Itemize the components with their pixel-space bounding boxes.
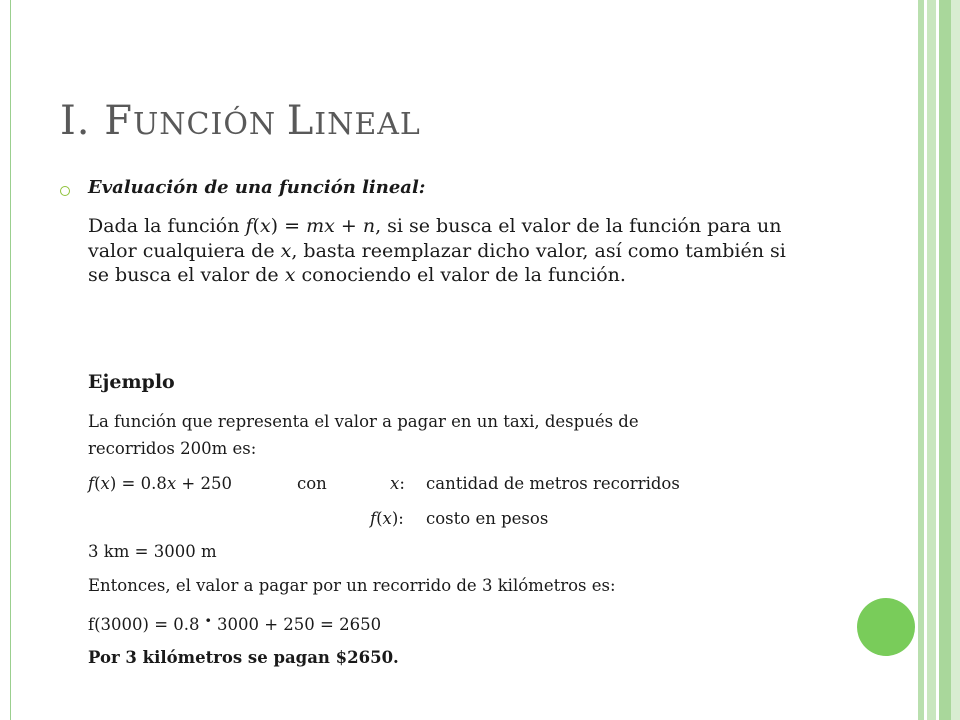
example-text-line-2: recorridos 200m es: [88, 439, 257, 458]
subheading: Evaluación de una función lineal: [88, 177, 426, 198]
stripe [951, 0, 960, 720]
left-border-line [10, 0, 11, 720]
conclusion: Por 3 kilómetros se pagan $2650. [88, 648, 399, 667]
example-text-line-1: La función que representa el valor a pagar en un taxi, después de [88, 412, 639, 431]
stripe [927, 0, 936, 720]
example-heading: Ejemplo [88, 371, 175, 393]
con-label: con [297, 474, 327, 493]
right-decorative-stripes [918, 0, 960, 720]
stripe [939, 0, 951, 720]
definition-paragraph: Dada la función f(x) = mx + n, si se busca el valor de la función para un valor cualquiera de x, basta reemplazar dicho valor, así como también si se busca el valor de x conociendo el valor de la función. [88, 215, 786, 286]
x-variable-description: cantidad de metros recorridos [426, 474, 680, 493]
decorative-green-circle [857, 598, 915, 656]
fx-variable-label: f(x): [370, 509, 404, 528]
taxi-equation: f(x) = 0.8x + 250 [88, 474, 232, 493]
then-statement: Entonces, el valor a pagar por un recorrido de 3 kilómetros es: [88, 576, 616, 595]
fx-variable-description: costo en pesos [426, 509, 549, 528]
slide-title: I. FUNCIÓN LINEAL [60, 98, 421, 144]
calculation: f(3000) = 0.8 · 3000 + 250 = 2650 [88, 608, 382, 634]
x-variable-label: x: [390, 474, 405, 493]
unit-conversion: 3 km = 3000 m [88, 542, 217, 561]
bullet-icon [60, 186, 70, 196]
